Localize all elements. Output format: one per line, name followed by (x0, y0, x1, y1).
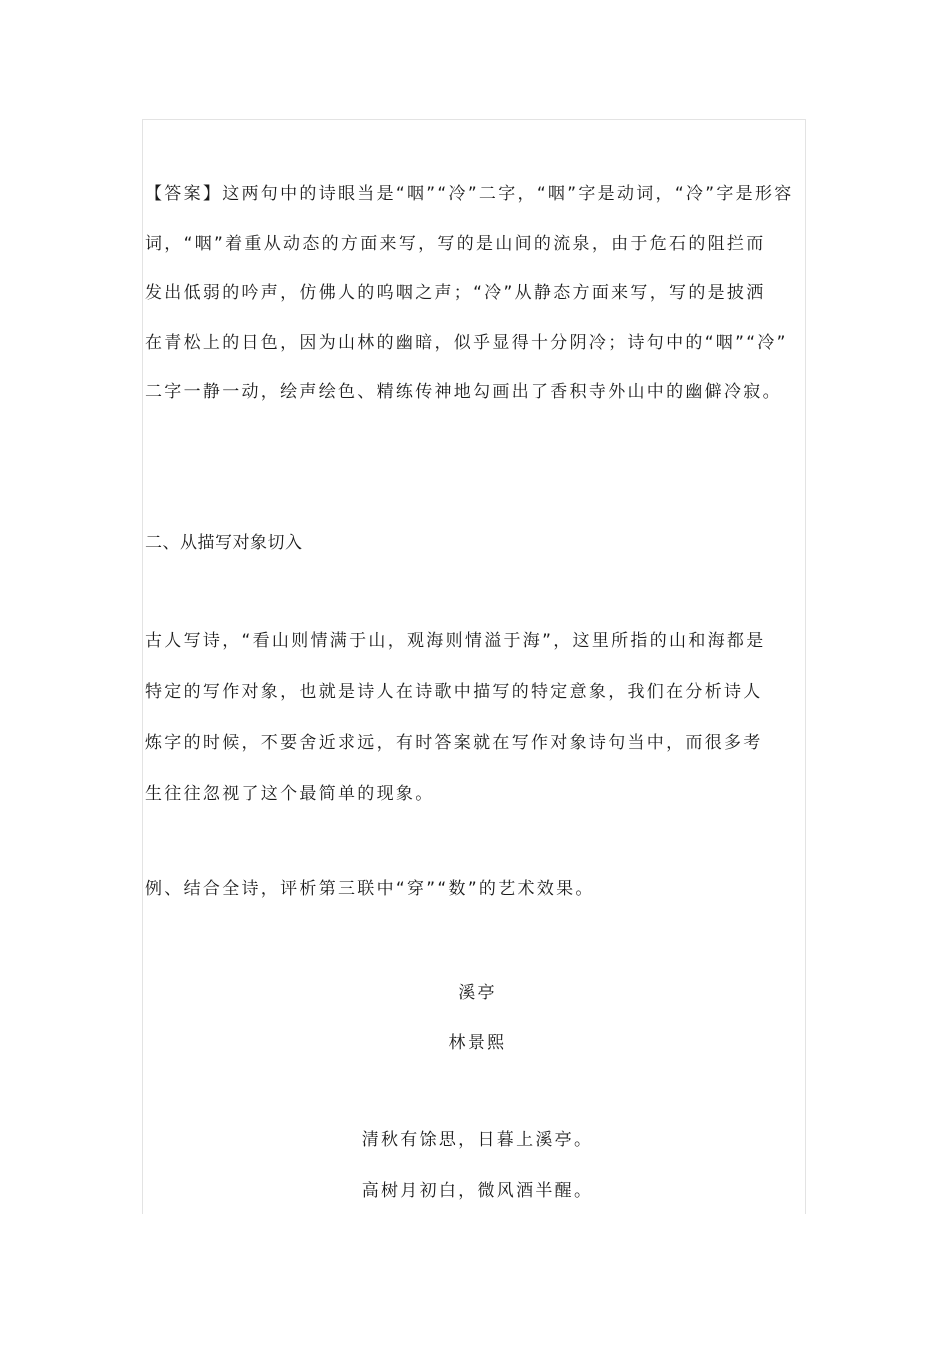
answer-line: 在青松上的日色，因为山林的幽暗，似乎显得十分阴冷；诗句中的“咽”“冷” (145, 332, 788, 353)
paragraph-line: 炼字的时候，不要舍近求远，有时答案就在写作对象诗句当中，而很多考 (145, 733, 763, 753)
section-heading: 二、从描写对象切入 (145, 533, 303, 553)
example-question: 例、结合全诗，评析第三联中“穿”“数”的艺术效果。 (145, 879, 595, 899)
paragraph-line: 特定的写作对象，也就是诗人在诗歌中描写的特定意象，我们在分析诗人 (145, 682, 763, 702)
paragraph-line: 生往往忽视了这个最简单的现象。 (145, 784, 435, 804)
answer-line: 词，“咽”着重从动态的方面来写，写的是山间的流泉，由于危石的阻拦而 (145, 233, 766, 254)
answer-line: 二字一静一动，绘声绘色、精练传神地勾画出了香积寺外山中的幽僻冷寂。 (145, 382, 782, 402)
body-paragraph (145, 616, 810, 820)
answer-paragraph (145, 170, 810, 418)
poem-title: 溪亭 (458, 983, 497, 1003)
answer-line: 发出低弱的吟声，仿佛人的呜咽之声；“冷”从静态方面来写，写的是披洒 (145, 283, 766, 303)
answer-line: 【答案】这两句中的诗眼当是“咽”“冷”二字，“咽”字是动词，“冷”字是形容 (145, 184, 794, 204)
paragraph-line: 古人写诗，“看山则情满于山，观海则情溢于海”，这里所指的山和海都是 (145, 631, 766, 651)
poem-author: 林景熙 (448, 1033, 507, 1053)
poem-line: 高树月初白，微风酒半醒。 (361, 1181, 594, 1201)
poem-line: 清秋有馀思，日暮上溪亭。 (361, 1130, 594, 1150)
